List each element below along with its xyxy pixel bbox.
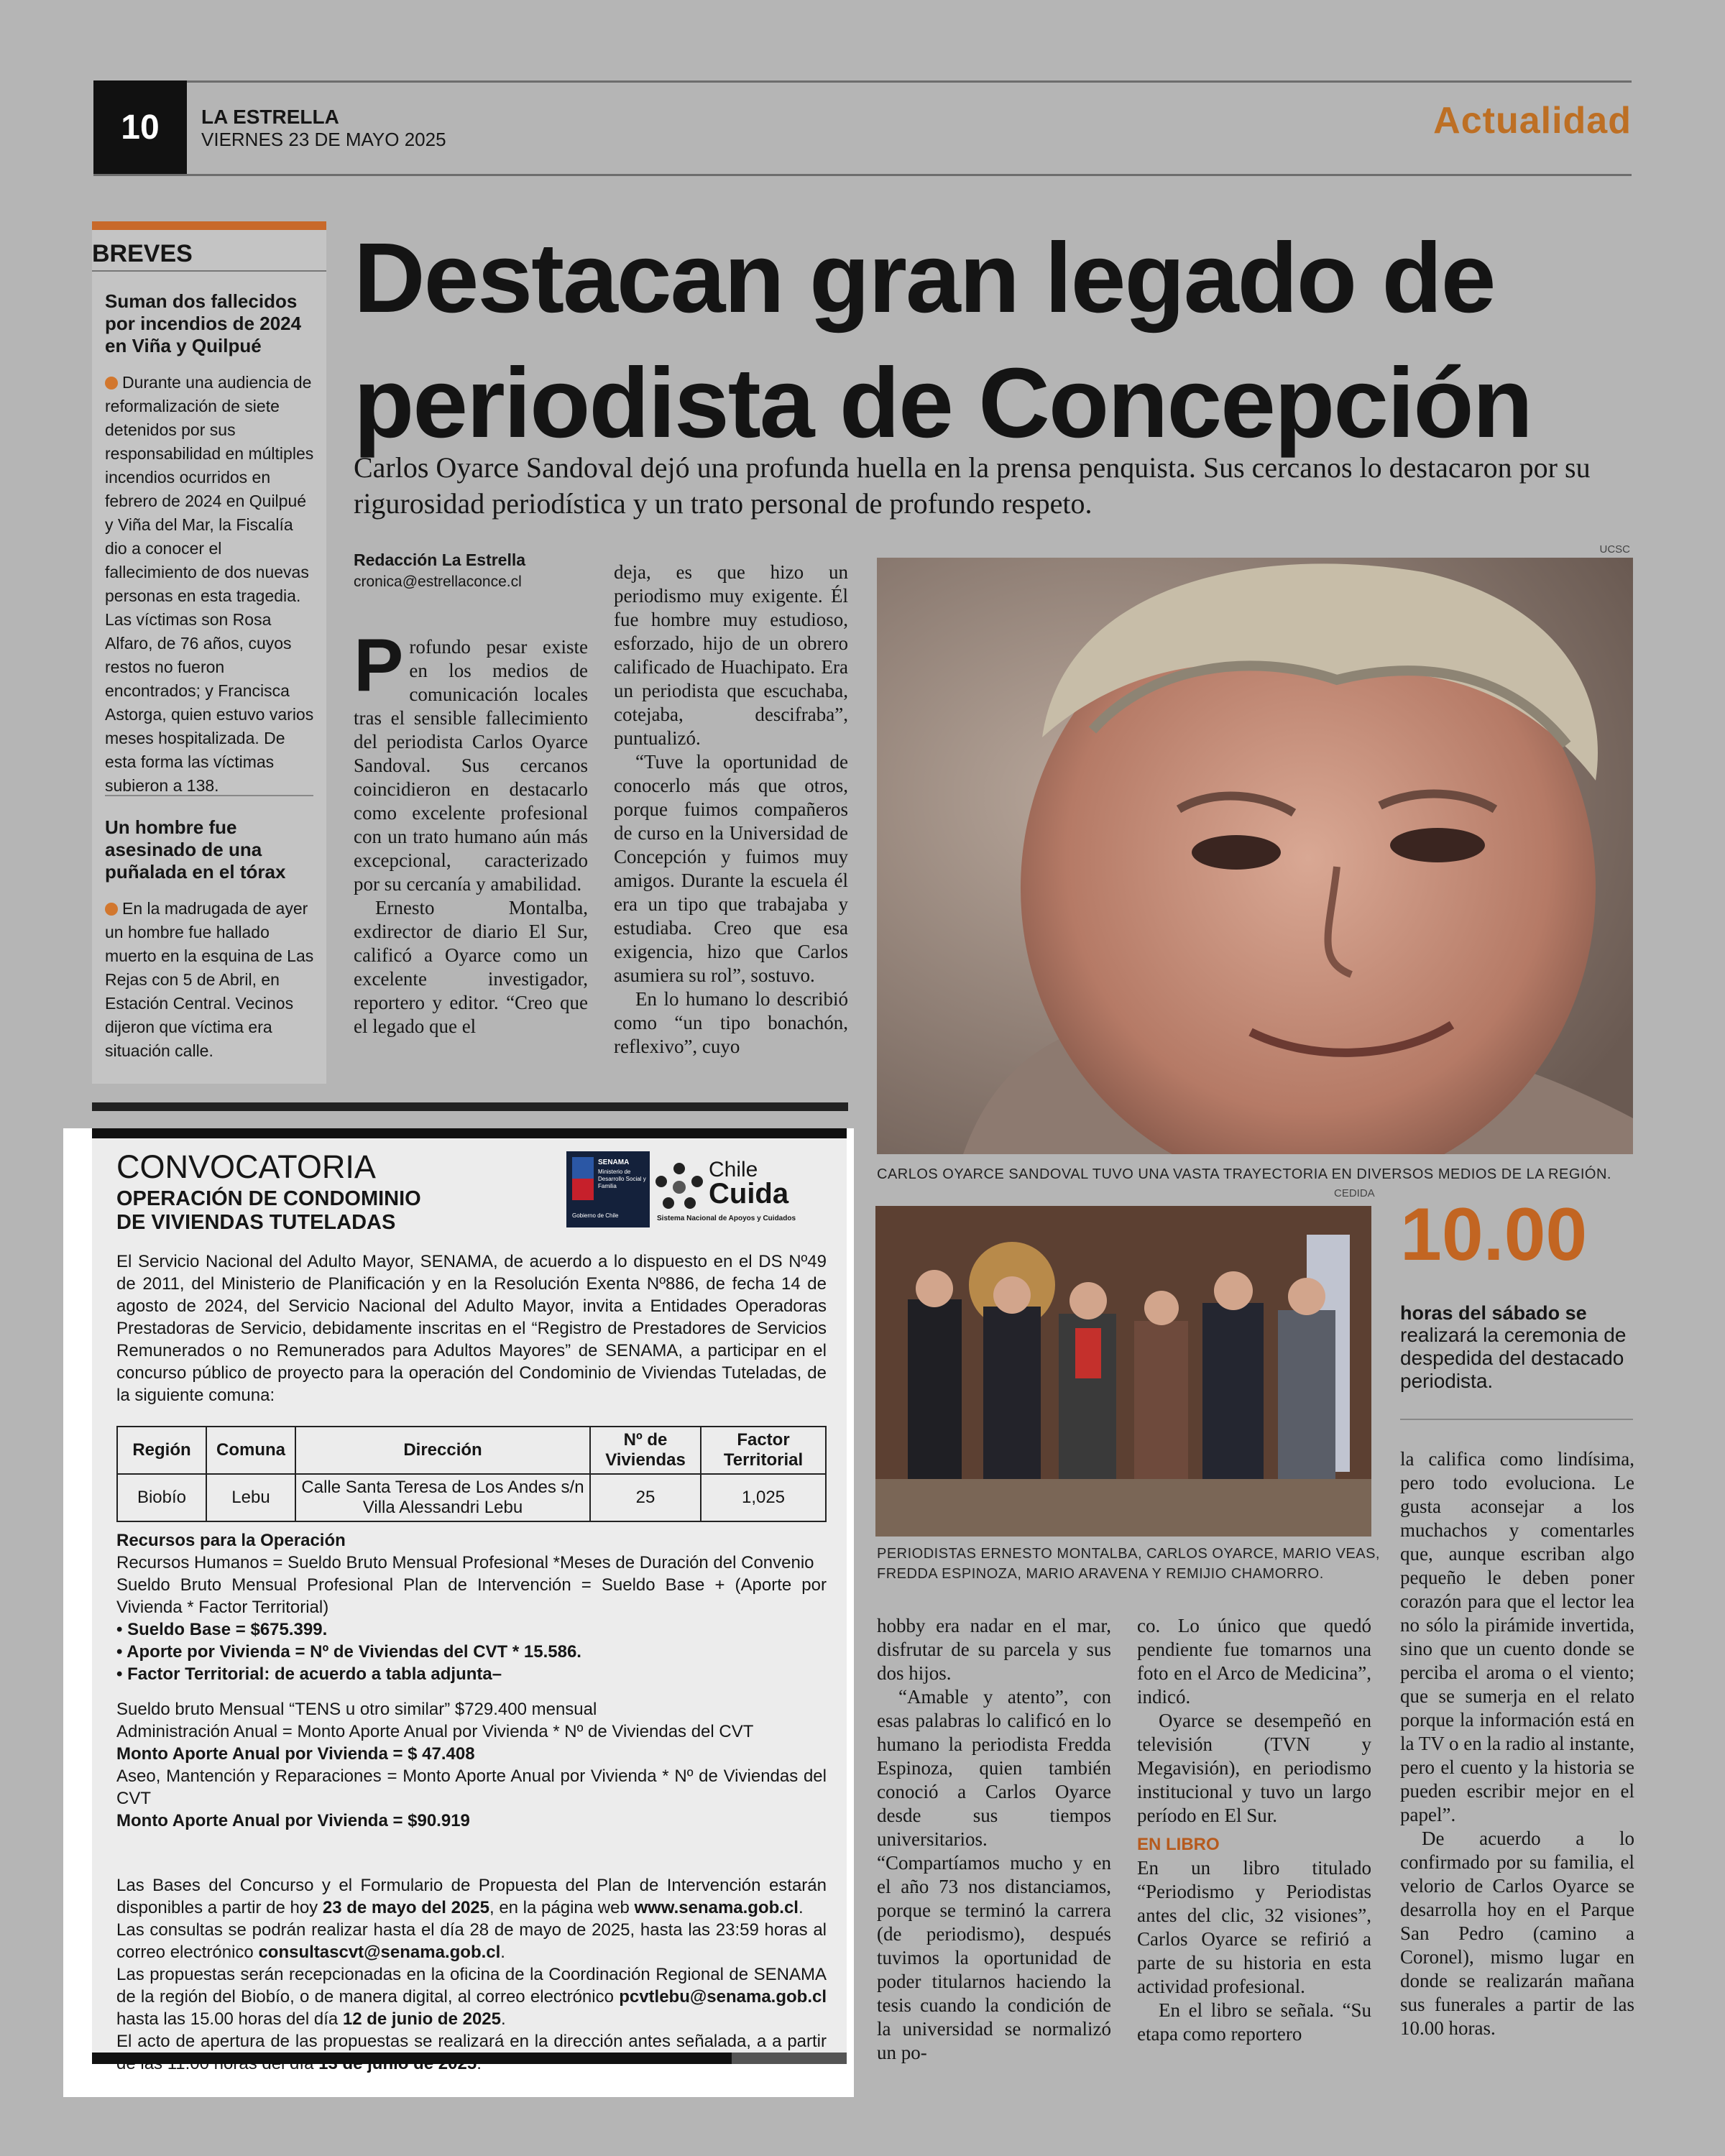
article-deck: Carlos Oyarce Sandoval dejó una profunda huella en la prensa penquista. Sus cercanos lo destacaron por su rigurosidad periodística y un trato personal de profundo respeto. [354, 451, 1591, 520]
section-label: Actualidad [1433, 100, 1632, 142]
drop-cap: P [354, 624, 404, 707]
column-bottom-rule [92, 1102, 848, 1111]
ad-table [116, 1426, 827, 1522]
chile-cuida-icon [654, 1161, 704, 1212]
page-number: 10 [93, 80, 187, 174]
fact-text: realizará la ceremonia de despedida del destacado periodista. [1400, 1324, 1627, 1392]
ad-title: CONVOCATORIA [116, 1148, 376, 1185]
portrait-image [877, 558, 1633, 1154]
breve-headline: Un hombre fue asesinado de una puñalada en el tórax [105, 816, 286, 883]
fact-rule [1400, 1419, 1633, 1420]
ad-table-row: Biobío Lebu Calle Santa Teresa de Los Andes s/n Villa Alessandri Lebu 25 1,025 [117, 1474, 826, 1521]
article-column-3: hobby era nadar en el mar, disfrutar de su parcela y sus dos hijos. “Amable y atento”, con esas palabras lo calificó en lo humano la periodista Fredda Espinoza, quien también conoció a Carlos Oyarce desde sus tiempos universitarios. “Compartíamos mucho y en el año 73 nos distanciamos, porque se terminó la carrera (de periodismo), después tuvimos la oportunidad de poder titularnos haciendo la tesis cuando la condición de la universidad se normalizó un po- [877, 1615, 1111, 2063]
header-top-rule [93, 80, 1632, 83]
ad-subtitle: OPERACIÓN DE CONDOMINIO DE VIVIENDAS TUTELADAS [116, 1187, 421, 1234]
group-image [875, 1206, 1371, 1537]
photo-caption: PERIODISTAS ERNESTO MONTALBA, CARLOS OYARCE, MARIO VEAS, FREDDA ESPINOZA, MARIO ARAVENA Y REMIJIO CHAMORRO. [877, 1546, 1380, 1582]
photo-credit: UCSC [1599, 543, 1630, 556]
bullet-dot-icon [105, 903, 118, 916]
breve-headline: Suman dos fallecidos por incendios de 2024 en Viña y Quilpué [105, 290, 302, 356]
ad-bottom-bar-accent [732, 2053, 847, 2064]
breves-rule [92, 270, 326, 272]
byline: Redacción La Estrella [354, 550, 526, 569]
article-headline: Destacan gran legado de periodista de Concepción [354, 223, 1532, 459]
subhead: EN LIBRO [1137, 1835, 1220, 1854]
fact-bold: horas del sábado se [1400, 1302, 1587, 1324]
article-column-4: co. Lo único que quedó pendiente fue tomarnos una foto en el Arco de Medicina”, indicó. Oyarce se desempeñó en televisión (TVN y Megavisión), en periodismo institucional y tuvo un largo período en El Sur. EN LIBRO En un libro titulado “Periodismo y Periodistas antes del clic, 32 visiones”, Carlos Oyarce se refirió a parte de su historia en esta actividad profesional. En el libro se señala. “Su etapa como reportero [1137, 1615, 1371, 2045]
fact-number: 10.00 [1400, 1193, 1588, 1276]
breve-text: Durante una audiencia de reformalización de siete detenidos por sus responsabilidad en múltiples incendios ocurridos en febrero de 2024 en Quilpué y Viña del Mar, la Fiscalía dio a conocer el fallecimiento de dos nuevas personas en esta tragedia. Las víctimas son Rosa Alfaro, de 76 años, cuyos restos no fueron encontrados; y Francisca Astorga, quien estuvo varios meses hospitalizada. De esta forma las víctimas subieron a 138. [105, 373, 314, 795]
bullet-dot-icon [105, 377, 118, 390]
header-bottom-rule [93, 174, 1632, 176]
article-column-1: Profundo pesar existe en los medios de comunicación locales tras el sensible fallecimiento del periodista Carlos Oyarce Sandoval. Sus cercanos coincidieron en destacarlo como excelente profesional con un trato humano aún más excepcional, caracterizado por su cercanía y amabilidad. Ernesto Montalba, exdirector de diario El Sur, calificó a Oyarce como un excelente investigador, reportero y editor. “Creo que el legado que el [354, 624, 588, 1037]
breve-text: En la madrugada de ayer un hombre fue hallado muerto en la esquina de Las Rejas con 5 de Abril, en Estación Central. Vecinos dijeron que víctima era situación calle. [105, 899, 314, 1060]
issue-date: VIERNES 23 DE MAYO 2025 [201, 129, 446, 150]
article-column-5: la califica como lindísima, pero todo evoluciona. Le gusta aconsejar a los muchachos y comentarles que, aunque escriban algo pequeño le deben poner corazón para que el lector lea no sólo la pirámide invertida, sino que un cuento donde se perciba el aroma o el viento; que se sumerja en el relato porque la información está en la TV o en la radio al instante, pero el cuento y la historia se pueden escribir mejor en el papel”. De acuerdo a lo confirmado por su familia, el velorio de Carlos Oyarce se desarrolla hoy en el Parque San Pedro (camino a Coronel), mismo lugar en donde se realizarán mañana sus funerales a partir de las 10.00 horas. [1400, 1448, 1634, 2039]
masthead: LA ESTRELLA [201, 106, 339, 128]
article-column-2: deja, es que hizo un periodismo muy exigente. Él fue hombre muy estudioso, esforzado, hijo de un obrero calificado de Huachipato. Era un periodista que escuchaba, cotejaba, descifraba”, puntualizó. “Tuve la oportunidad de conocerlo más que otros, porque fuimos compañeros de curso en la Universidad de Concepción y fuimos muy amigos. Durante la escuela él era un tipo que trabajaba y estudiaba. Creo que esa exigencia, hizo que Carlos asumiera su rol”, sostuvo. En lo humano lo describió como “un tipo bonachón, reflexivo”, cuyo [614, 561, 848, 1057]
photo-caption: CARLOS OYARCE SANDOVAL TUVO UNA VASTA TRAYECTORIA EN DIVERSOS MEDIOS DE LA REGIÓN. [877, 1166, 1611, 1182]
breves-separator [105, 795, 313, 796]
ad-intro: El Servicio Nacional del Adulto Mayor, SENAMA, de acuerdo a lo dispuesto en el DS Nº49 de 2011, del Ministerio de Planificación y en la Resolución Exenta Nº886, de fecha 14 de agosto de 2024, del Servicio Nacional del Adulto Mayor, invita a Entidades Operadoras Prestadoras de Servicio, debidamente inscritas en el “Registro de Prestadores de Servicios Remunerados o no Remunerados para Adultos Mayores” de SENAMA, a participar en el concurso público de proyecto para la operación del Condominio de Viviendas Tuteladas, de la siguiente comuna: [116, 1252, 827, 1405]
byline-email: cronica@estrellaconce.cl [354, 573, 522, 590]
chile-cuida-logo: Chile Cuida Sistema Nacional de Apoyos y Cuidados [654, 1157, 834, 1226]
breves-title: BREVES [92, 240, 193, 267]
portrait-photo [877, 558, 1633, 1154]
ad-terms: Las Bases del Concurso y el Formulario de Propuesta del Plan de Intervención estarán disponibles a partir de hoy 23 de mayo del 2025, en la página web www.senama.gob.cl. Las consultas se podrán realizar hasta el día 28 de mayo de 2025, hasta las 23:59 horas al correo electrónico consultascvt@senama.gob.cl. Las propuestas serán recepcionadas en la oficina de la Coordinación Regional de SENAMA de la región del Biobío, o de manera digital, al correo electrónico pcvtlebu@senama.gob.cl hasta las 15.00 horas del día 12 de junio de 2025. El acto de apertura de las propuestas se realizará en la dirección antes señalada, a a partir [116, 1876, 827, 2051]
ad-table-header: Región Comuna Dirección Nº de Viviendas Factor Territorial [117, 1427, 826, 1474]
group-photo [875, 1206, 1371, 1537]
gobierno-logo: SENAMA Ministerio de Desarrollo Social y Familia Gobierno de Chile [566, 1151, 650, 1227]
ad-resources: Recursos para la Operación Recursos Humanos = Sueldo Bruto Mensual Profesional *Meses de Duración del Convenio Sueldo Bruto Mensual Profesional Plan de Intervención = Sueldo Base + (Aporte por Vivienda * Factor Territorial) • Sueldo Base = $675.399. • Aporte por Vivienda = Nº de Viviendas del CVT * 15.586. • Factor Territorial: de acuerdo a tabla adjunta– Sueldo bruto Mensual “TENS u otro similar” $729.400 mensual Administración Anual = Monto Aporte Anual por Vivienda * Nº de Viviendas del CVT Monto Aporte Anual por Vivienda = $ 47.408 Aseo, Mantención y Reparaciones = Monto Aporte Anual por Vivienda * Nº de Viviendas del CVT Monto Aporte Anual por Vivienda = $90.919 [116, 1531, 827, 1830]
photo-credit: CEDIDA [1334, 1187, 1375, 1199]
breves-accent-bar [92, 221, 326, 230]
ad-top-bar [92, 1128, 847, 1138]
